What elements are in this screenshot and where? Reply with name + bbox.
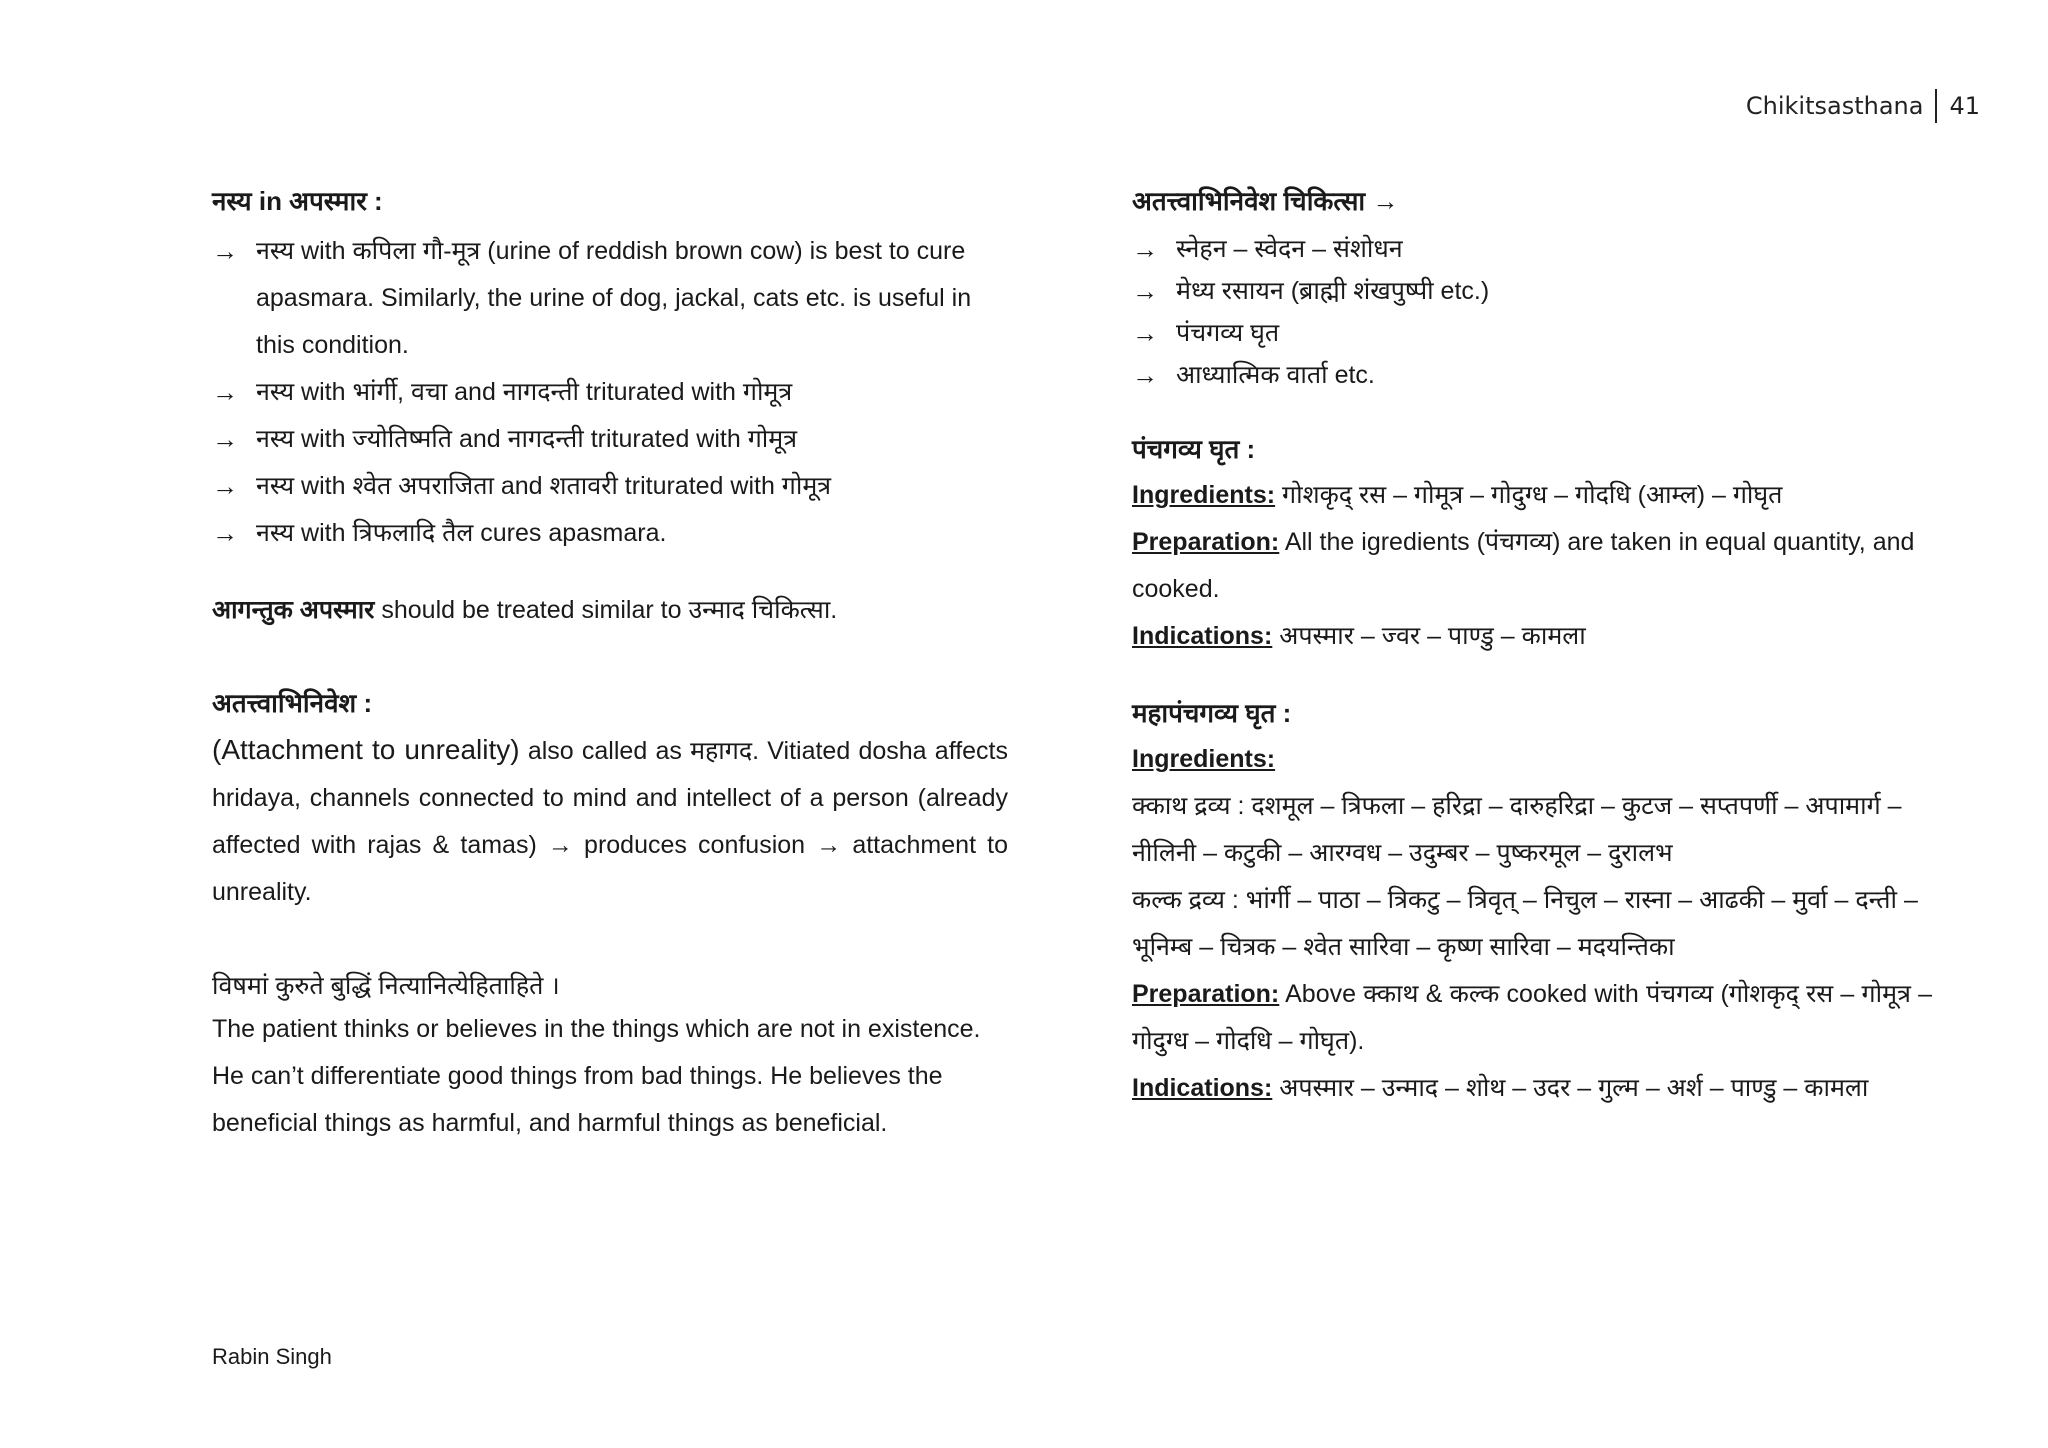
panchagavya-indications — [1132, 613, 1932, 660]
kwath-dravya: क्काथ द्रव्य : दशमूल – त्रिफला – हरिद्रा – दारुहरिद्रा – कुटज – सप्तपर्णी – अपामार्ग – नीलिनी – कटुकी – आरग्वध – उदुम्बर – पुष्करमूल – दुरालभ — [1132, 792, 1902, 867]
page-footer — [212, 1344, 332, 1370]
list-item — [212, 416, 1008, 463]
preparation-label: Preparation: — [1132, 980, 1280, 1008]
indications-text: अपस्मार – उन्माद – शोथ – उदर – गुल्म – अर्श – पाण्डु – कामला — [1272, 1074, 1869, 1102]
paragraph-lead: (Attachment to unreality) — [212, 734, 520, 765]
list-item — [212, 510, 1008, 557]
right-arrow-icon: → — [212, 236, 238, 266]
nasya-heading: नस्य in अपस्मार : — [212, 186, 383, 216]
preparation-text: Above क्काथ & कल्क cooked with पंचगव्य (गोशकृद् रस – गोमूत्र – गोदुग्ध – गोदधि – गोघृत). — [1132, 980, 1932, 1055]
agantuk-term: आगन्तुक अपस्मार — [212, 596, 375, 624]
mahapanchagavya-indications — [1132, 1065, 1932, 1112]
list-item — [1132, 312, 1932, 354]
ingredients-text: गोशकृद् रस – गोमूत्र – गोदुग्ध – गोदधि (आम्ल) – गोघृत — [1275, 481, 1783, 509]
mahapanchagavya-preparation — [1132, 971, 1932, 1065]
list-item-text: नस्य with कपिला गौ-मूत्र (urine of reddish brown cow) is best to cure apasmara. Similarly, the urine of dog, jackal, cats etc. is useful in this condition. — [256, 237, 972, 359]
list-item-text: पंचगव्य घृत — [1176, 319, 1280, 347]
atattvabhinivesha-paragraph — [212, 726, 1008, 916]
nasya-list — [212, 228, 1008, 557]
right-arrow-icon: → — [1132, 318, 1158, 348]
mahapanchagavya-heading: महापंचगव्य घृत : — [1132, 698, 1292, 728]
left-column — [212, 178, 1008, 1147]
agantuk-paragraph — [212, 587, 1008, 634]
indications-text: अपस्मार – ज्वर – पाण्डु – कामला — [1272, 622, 1586, 650]
list-item — [212, 369, 1008, 416]
right-arrow-icon: → — [212, 518, 238, 548]
right-arrow-icon: → — [212, 424, 238, 454]
chikitsa-heading: अतत्त्वाभिनिवेश चिकित्सा → — [1132, 186, 1399, 216]
chikitsa-list — [1132, 228, 1932, 396]
page-header — [1700, 88, 1980, 124]
author-name: Rabin Singh — [212, 1344, 332, 1369]
right-arrow-icon: → — [1132, 360, 1158, 390]
right-arrow-icon: → — [1132, 234, 1158, 264]
list-item — [212, 228, 1008, 369]
chapter-title: Chikitsasthana — [1745, 92, 1924, 120]
list-item-text: स्नेहन – स्वेदन – संशोधन — [1176, 235, 1403, 263]
panchagavya-heading: पंचगव्य घृत : — [1132, 434, 1256, 464]
patient-paragraph: The patient thinks or believes in the things which are not in existence. — [212, 1015, 981, 1043]
agantuk-text: should be treated similar to उन्माद चिकित्सा. — [374, 596, 838, 624]
indications-label: Indications: — [1132, 622, 1273, 650]
kalka-dravya: कल्क द्रव्य : भांर्गी – पाठा – त्रिकटु – त्रिवृत् – निचुल – रास्ना – आढकी – मुर्वा – दन्ती – भूनिम्ब – चित्रक – श्वेत सारिवा – कृष्ण सारिवा – मदयन्तिका — [1132, 886, 1918, 961]
list-item-text: नस्य with त्रिफलादि तैल cures apasmara. — [256, 519, 667, 547]
indications-label: Indications: — [1132, 1074, 1273, 1102]
preparation-label: Preparation: — [1132, 528, 1280, 556]
list-item-text: आध्यात्मिक वार्ता etc. — [1176, 361, 1375, 389]
differentiate-paragraph: He can’t differentiate good things from bad things. He believes the beneficial things as harmful, and harmful things as beneficial. — [212, 1062, 943, 1137]
mahapanchagavya-ingredients — [1132, 736, 1932, 783]
right-arrow-icon: → — [212, 377, 238, 407]
preparation-text: All the igredients (पंचगव्य) are taken in equal quantity, and cooked. — [1132, 528, 1915, 603]
shloka-verse: विषमां कुरुते बुद्धिं नित्यानित्येहिताहिते । — [212, 972, 560, 1000]
list-item — [1132, 354, 1932, 396]
ingredients-label: Ingredients: — [1132, 745, 1276, 773]
right-arrow-icon: → — [212, 471, 238, 501]
list-item — [212, 463, 1008, 510]
paragraph-text: also called as महागद. Vitiated dosha affects hridaya, channels connected to mind and intellect of a person (already affected with rajas & tamas) → produces confusion → attachment to unreality. — [212, 737, 1008, 906]
panchagavya-preparation — [1132, 519, 1932, 613]
right-column — [1132, 178, 1932, 1112]
ingredients-label: Ingredients: — [1132, 481, 1276, 509]
right-arrow-icon: → — [1132, 276, 1158, 306]
atattvabhinivesha-heading: अतत्त्वाभिनिवेश : — [212, 688, 373, 718]
list-item-text: नस्य with भांर्गी, वचा and नागदन्ती triturated with गोमूत्र — [256, 378, 793, 406]
list-item — [1132, 228, 1932, 270]
list-item-text: मेध्य रसायन (ब्राह्मी शंखपुष्पी etc.) — [1176, 277, 1490, 305]
header-divider — [1935, 89, 1937, 123]
list-item-text: नस्य with ज्योतिष्मति and नागदन्ती triturated with गोमूत्र — [256, 425, 798, 453]
page-number: 41 — [1949, 92, 1980, 120]
panchagavya-ingredients — [1132, 472, 1932, 519]
list-item — [1132, 270, 1932, 312]
list-item-text: नस्य with श्वेत अपराजिता and शतावरी triturated with गोमूत्र — [256, 472, 832, 500]
